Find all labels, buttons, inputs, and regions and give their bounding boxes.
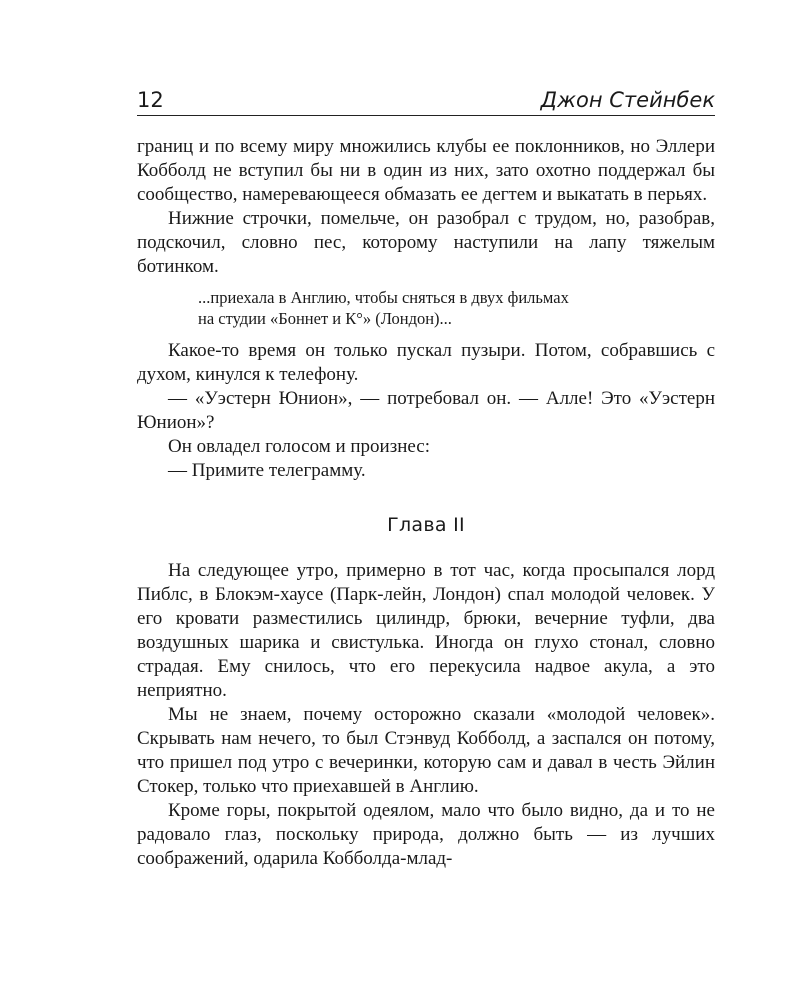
chapter-title: Глава II — [387, 514, 465, 536]
paragraph: Кроме горы, покрытой одеялом, мало что было видно, да и то не радовало глаз, поскольку природа, должно быть — из лучших соображений, одарила Кобболда-млад- — [137, 800, 715, 869]
quote-line: ...приехала в Англию, чтобы сняться в двух фильмах — [198, 288, 569, 307]
paragraph: На следующее утро, примерно в тот час, когда просыпался лорд Пиблс, в Блокэм-хаусе (Парк-лейн, Лондон) спал молодой человек. У его кровати разместились цилиндр, брюки, вечерние туфли, два воздушных шарика и свистулька. Иногда он глухо стонал, словно страдая. Ему снилось, что его перекусила надвое акула, а это неприятно. — [137, 560, 715, 701]
body-text — [137, 135, 715, 871]
telegram-quote — [198, 287, 715, 329]
dialogue-line: — «Уэстерн Юнион», — потребовал он. — Алле! Это «Уэстерн Юнион»? — [137, 388, 715, 433]
paragraph: Мы не знаем, почему осторожно сказали «молодой человек». Скрывать нам нечего, то был Стэнвуд Кобболд, а заспался он потому, что пришел под утро с вечеринки, которую сам и давал в честь Эйлин Стокер, только что приехавшей в Англию. — [137, 704, 715, 797]
paragraph: Какое-то время он только пускал пузыри. Потом, собравшись с духом, кинулся к телефону. — [137, 340, 715, 385]
paragraph: Он овладел голосом и произнес: — [168, 436, 431, 457]
running-header — [137, 78, 715, 116]
page-number: 12 — [137, 88, 164, 112]
book-page — [137, 78, 715, 871]
running-head-author: Джон Стейнбек — [540, 88, 715, 112]
paragraph: Нижние строчки, помельче, он разобрал с трудом, но, разобрав, подскочил, словно пес, которому наступили на лапу тяжелым ботинком. — [137, 208, 715, 277]
dialogue-line: — Примите телеграмму. — [168, 460, 366, 481]
paragraph: границ и по всему миру множились клубы ее поклонников, но Эллери Кобболд не вступил бы ни в один из них, зато охотно поддержал бы сообщество, намеревающееся обмазать ее дегтем и выкатать в перьях. — [137, 136, 715, 205]
quote-line: на студии «Боннет и К°» (Лондон)... — [198, 309, 452, 328]
